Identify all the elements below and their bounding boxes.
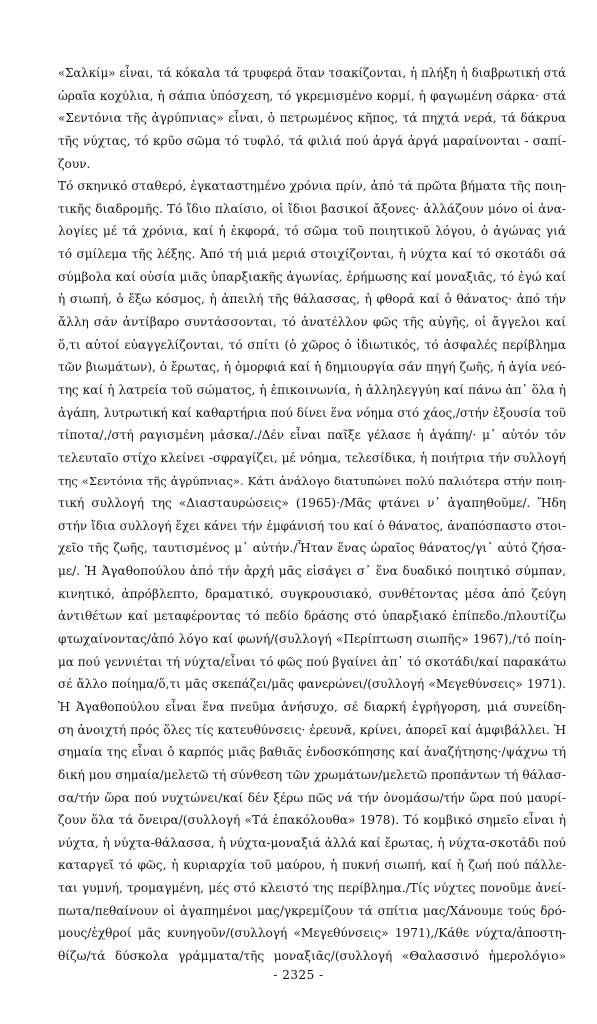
text-line: ζουν. [58, 156, 91, 171]
text-line: φτωχαίνοντας/ἀπό λόγο καί φωνή/(συλλογή «Περίπτωση σιωπῆς» 1967),/τό ποίη- [58, 632, 566, 647]
text-line: της καί ἡ λατρεία τοῦ σώματος, ἡ ἐπικοινωνία, ἡ ἀλληλεγγύη καί πάνω ἀπ᾽ ὅλα ἡ [58, 382, 566, 397]
text-line: ση ἀνοιχτή πρός ὅλες τίς κατευθύνσεις· ἐρευνᾶ, κρίνει, ἀπορεῖ καί ἀμφιβάλλει. Ἡ [58, 722, 566, 737]
text-line: Τό σκηνικό σταθερό, ἐγκαταστημένο χρόνια πρίν, ἀπό τά πρῶτα βήματα τῆς ποιη- [58, 179, 566, 194]
text-line: τελευταῖο στίχο κλείνει -σφραγίζει, μέ νόημα, τελεσίδικα, ἡ ποιήτρια τήν συλλογή [58, 450, 566, 465]
text-line: σέ ἄλλο ποίημα/ὅ,τι μᾶς σκεπάζει/μᾶς φανερώνει/(συλλογή «Μεγεθύνσεις» 1971). [58, 677, 566, 692]
text-line: στήν ἴδια συλλογή ἔχει κάνει τήν ἐμφάνισή του καί ὁ θάνατος, ἀναπόσπαστο στοι- [58, 518, 566, 533]
paragraph-1 [58, 62, 566, 175]
text-line: καταργεῖ τό φῶς, ἡ κυριαρχία τοῦ μαύρου, ἡ πυκνή σιωπή, καί ἡ ζωή πού πάλλε- [58, 858, 566, 873]
text-line: της «Σεντόνια τῆς ἀγρύπνιας». Κάτι ἀνάλογο διατυπώνει πολύ παλιότερα στήν ποιη- [58, 473, 566, 488]
text-line: ἡ σιωπή, ὁ ἔξω κόσμος, ἡ ἀπειλή τῆς θάλασσας, ἡ φθορά καί ὁ θάνατος· ἀπό τήν [58, 292, 566, 307]
text-line: σα/τήν ὥρα πού νυχτώνει/καί δέν ξέρω πῶς νά τήν ὀνομάσω/τήν ὥρα πού μαυρί- [58, 790, 566, 805]
text-line: τῶν βιωμάτων), ὁ ἔρωτας, ἡ ὀμορφιά καί ἡ δημιουργία σάν πηγή ζωῆς, ἡ ἁγία νεό- [58, 360, 566, 375]
text-line: σύμβολα καί οὐσία μιᾶς ὑπαρξιακῆς ἀγωνίας, ἐρήμωσης καί μοναξιᾶς, τό ἐγώ καί [58, 269, 566, 284]
text-line: τῆς νύχτας, τό κρῦο σῶμα τό τυφλό, τά φιλιά πού ἀργά ἀργά μαραίνονται - σαπί- [58, 133, 566, 148]
text-line: χεῖο τῆς ζωῆς, ταυτισμένος μ᾽ αὐτήν./Ἦταν ἕνας ὡραῖος θάνατος/γι᾽ αὐτό ζήσα- [58, 541, 566, 556]
text-line: δική μου σημαία/μελετῶ τή σύνθεση τῶν χρωμάτων/μελετῶ προπάντων τή θάλασ- [58, 767, 566, 782]
text-line: σημαία της εἶναι ὁ καρπός μιᾶς βαθιᾶς ἐνδοσκόπησης καί ἀναζήτησης·/ψάχνω τή [58, 745, 566, 760]
text-line: μα πού γεννιέται τή νύχτα/εἶναι τό φῶς πού βγαίνει ἀπ᾽ τό σκοτάδι/καί παρακάτω [58, 654, 566, 669]
text-line: μους/ἐχθροί μᾶς κυνηγοῦν/(συλλογή «Μεγεθύνσεις» 1971),/Κάθε νύχτα/ἀποστη- [58, 926, 566, 941]
text-line: θίζω/τά δύσκολα γράμματα/τῆς μοναξιᾶς/(συλλογή «Θαλασσινό ἡμερολόγιο» [58, 948, 566, 963]
text-line: πωτα/πεθαίνουν οἱ ἀγαπημένοι μας/γκρεμίζουν τά σπίτια μας/Χάνουμε τούς δρό- [58, 903, 566, 918]
text-line: τό σμίλεμα τῆς λέξης. Ἀπό τή μιά μεριά στοιχίζονται, ἡ νύχτα καί τό σκοτάδι σά [58, 247, 566, 262]
text-line: λογίες μέ τά χρόνια, καί ἡ ἐκφορά, τό σῶμα τοῦ ποιητικοῦ λόγου, ὁ ἀγώνας γιά [58, 224, 566, 239]
text-line: ἀντιθέτων καί μεταφέροντας τό πεδίο δράσης στό ὑπαρξιακό ἐπίπεδο./πλουτίζω [58, 609, 566, 624]
text-line: νύχτα, ἡ νύχτα-θάλασσα, ἡ νύχτα-μοναξιά ἀλλά καί ἔρωτας, ἡ νύχτα-σκοτάδι πού [58, 835, 566, 850]
text-line: ἄλλη σάν ἀντίβαρο συντάσσονται, τό ἀνατέλλον φῶς τῆς αὐγῆς, οἱ ἄγγελοι καί [58, 315, 566, 330]
text-line: τική συλλογή της «Διασταυρώσεις» (1965)·/Μᾶς φτάνει ν᾽ ἀγαπηθοῦμε/. Ἤδη [58, 496, 566, 511]
text-line: ἀγάπη, λυτρωτική καί καθαρτήρια πού δίνει ἕνα νόημα στό χάος,/στήν ἐξουσία τοῦ [58, 405, 566, 420]
text-line: κινητικό, ἀπρόβλεπτο, δραματικό, συγκρουσιακό, συνθέτοντας μέσα ἀπό ζεύγη [58, 586, 566, 601]
text-line: «Σεντόνια τῆς ἀγρύπνιας» εἶναι, ὁ πετρωμένος κῆπος, τά πηχτά νερά, τά δάκρυα [58, 111, 566, 126]
text-line: ὅ,τι αὐτοί εὐαγγελίζονται, τό σπίτι (ὁ χῶρος ὁ ἰδιωτικός, τό ἀσφαλές περίβλημα [58, 337, 566, 352]
text-line: τικῆς διαδρομῆς. Τό ἴδιο πλαίσιο, οἱ ἴδιοι βασικοί ἄξονες· ἀλλάζουν μόνο οἱ ἀνα- [58, 201, 566, 216]
text-line: τίποτα/,/στή ραγισμένη μάσκα/./Δέν εἶναι παῖξε γέλασε ἡ ἀγάπη/· μ᾽ αὐτόν τόν [58, 428, 566, 443]
text-line: «Σαλκίμ» εἶναι, τά κόκαλα τά τρυφερά ὅταν τσακίζονται, ἡ πλήξη ἡ διαβρωτική στά [58, 66, 566, 80]
text-line: Ἡ Ἀγαθοπούλου εἶναι ἕνα πνεῦμα ἀνήσυχο, σέ διαρκή ἐγρήγορση, μιά συνείδη- [58, 699, 566, 714]
text-line: ζουν ὅλα τά ὄνειρα/(συλλογή «Τά ἐπακόλουθα» 1978). Τό κομβικό σημεῖο εἶναι ἡ [58, 813, 566, 828]
text-line: ὡραῖα κοχύλια, ἡ σάπια ὑπόσχεση, τό γκρεμισμένο κορμί, ἡ φαγωμένη σάρκα· στά [58, 88, 566, 103]
body-text [58, 62, 566, 968]
text-line: με/. Ἡ Ἀγαθοπούλου ἀπό τήν ἀρχή μᾶς εἰσάγει σ᾽ ἕνα δυαδικό ποιητικό σύμπαν, [58, 564, 566, 579]
page-number: - 2325 - [273, 968, 324, 982]
paragraph-2 [58, 175, 566, 967]
text-line: ται γυμνή, τρομαγμένη, μές στό κλειστό της περίβλημα./Τίς νύχτες πονοῦμε ἀνεί- [58, 881, 566, 896]
